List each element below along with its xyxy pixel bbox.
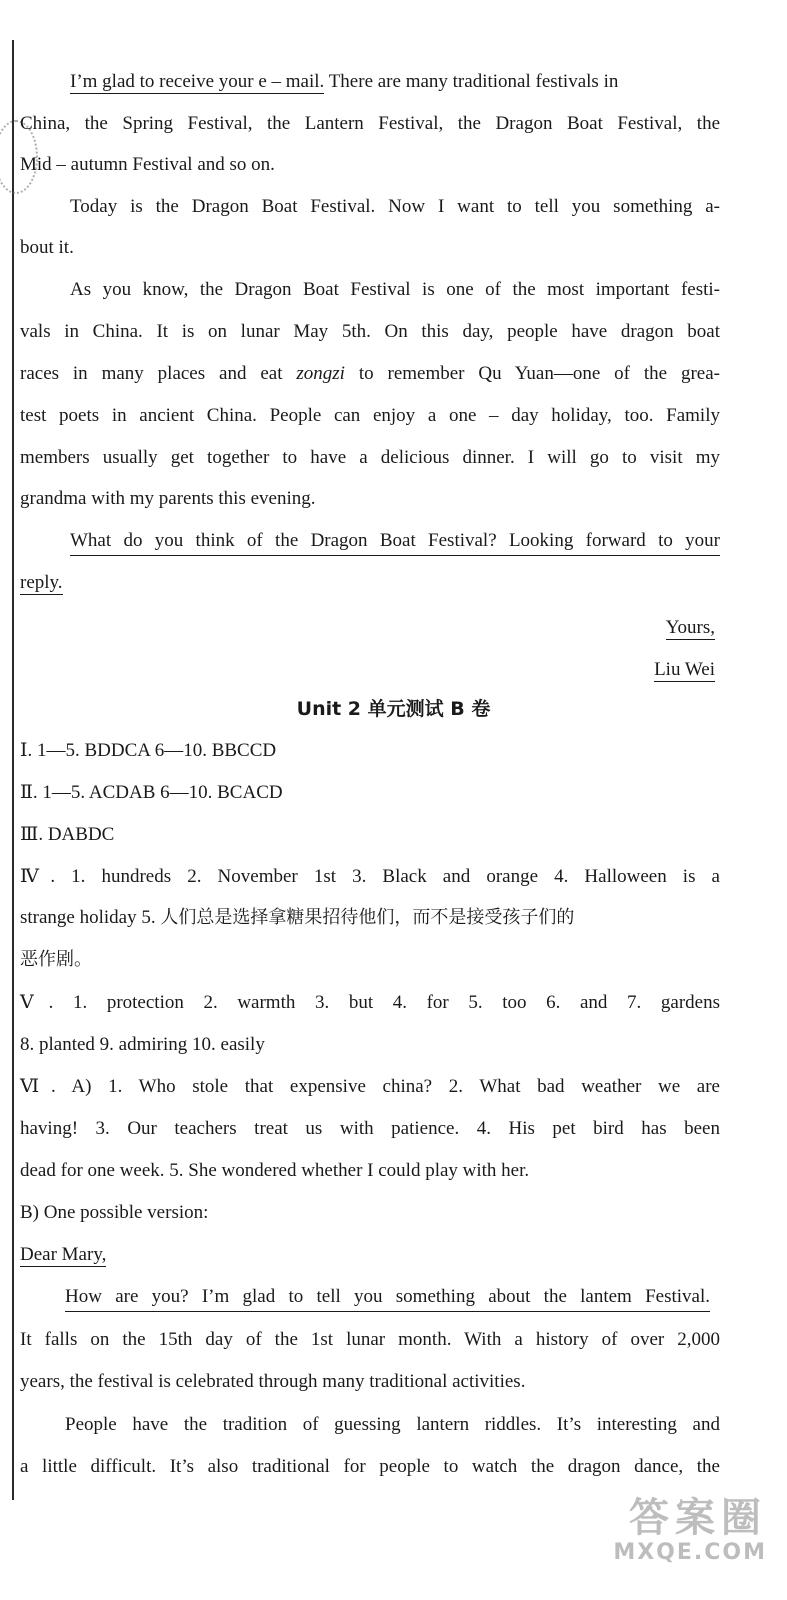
letter1-p3-line4: test poets in ancient China. People can enjoy a one – day holiday, too. Family (20, 405, 720, 426)
letter1-signature (654, 657, 715, 683)
letter1-p3-line1: As you know, the Dragon Boat Festival is one of the most important festi- (70, 279, 720, 300)
letter1-p3-line6: grandma with my parents this evening. (20, 488, 316, 509)
answer-section-4-line3: 恶作剧。 (20, 949, 92, 970)
answer-section-3: Ⅲ. DABDC (20, 824, 115, 845)
watermark-logo: 答案圈 (629, 1495, 767, 1541)
letter1-p4-line1: What do you think of the Dragon Boat Festival? Looking forward to your (70, 528, 720, 556)
text-span: Liu Wei (654, 659, 715, 680)
text-span: There are many traditional festivals in (324, 71, 619, 92)
letter2-line5: a little difficult. It’s also traditional for people to watch the dragon dance, the (20, 1456, 720, 1477)
text-span: to remember Qu Yuan—one of the grea- (344, 363, 720, 384)
text-span: strange holiday 5. (20, 907, 161, 928)
letter1-p1-line2: China, the Spring Festival, the Lantern Festival, the Dragon Boat Festival, the (20, 113, 720, 134)
site-watermark (613, 1496, 767, 1566)
letter1-p3-line5: members usually get together to have a delicious dinner. I will go to visit my (20, 447, 720, 468)
binding-line (12, 40, 14, 1500)
answer-section-6-line2: having! 3. Our teachers treat us with patience. 4. His pet bird has been (20, 1118, 720, 1139)
letter1-p3-line3 (20, 361, 720, 387)
unit-heading: Unit 2 单元测试 B 卷 (296, 698, 491, 720)
watermark-url: MXQE.COM (613, 1540, 767, 1565)
text-span: Dear Mary, (20, 1244, 107, 1265)
letter1-p4-line2 (20, 570, 720, 596)
letter1-p2-line2: bout it. (20, 237, 74, 258)
italic-word: zongzi (296, 363, 345, 384)
letter1-p1-line1 (70, 69, 720, 95)
letter2-salutation (20, 1242, 720, 1268)
underlined-opening: I’m glad to receive your e – mail. (70, 71, 325, 92)
letter1-p2-line1: Today is the Dragon Boat Festival. Now I want to tell you something a- (70, 196, 720, 217)
answer-section-2: Ⅱ. 1—5. ACDAB 6—10. BCACD (20, 782, 283, 803)
answer-section-5-line1: Ⅴ. 1. protection 2. warmth 3. but 4. for 5. too 6. and 7. gardens (20, 992, 720, 1013)
answer-section-6-line1: Ⅵ. A) 1. Who stole that expensive china? 2. What bad weather we are (20, 1076, 720, 1097)
letter2-line3: years, the festival is celebrated through many traditional activities. (20, 1371, 526, 1392)
text-span: races in many places and eat (20, 363, 297, 384)
text-span: reply. (20, 572, 63, 593)
answer-section-6-line3: dead for one week. 5. She wondered whether I could play with her. (20, 1160, 530, 1181)
answer-section-1: Ⅰ. 1—5. BDDCA 6—10. BBCCD (20, 740, 277, 761)
text-span: Yours, (665, 617, 715, 638)
letter2-line1: How are you? I’m glad to tell you something about the lantem Festival. (65, 1284, 710, 1312)
chinese-answer: 人们总是选择拿糖果招待他们，而不是接受孩子们的 (160, 907, 575, 928)
letter2-line2: It falls on the 15th day of the 1st lunar month. With a history of over 2,000 (20, 1329, 720, 1350)
letter1-p1-line3: Mid – autumn Festival and so on. (20, 154, 275, 175)
answer-section-4-line2 (20, 905, 720, 931)
answer-section-6-b: B) One possible version: (20, 1202, 209, 1223)
letter2-line4: People have the tradition of guessing lantern riddles. It’s interesting and (65, 1414, 720, 1435)
letter1-closing (666, 615, 715, 641)
letter1-p3-line2: vals in China. It is on lunar May 5th. On this day, people have dragon boat (20, 321, 720, 342)
answer-section-5-line2: 8. planted 9. admiring 10. easily (20, 1034, 265, 1055)
answer-section-4-line1: Ⅳ. 1. hundreds 2. November 1st 3. Black and orange 4. Halloween is a (20, 866, 720, 887)
